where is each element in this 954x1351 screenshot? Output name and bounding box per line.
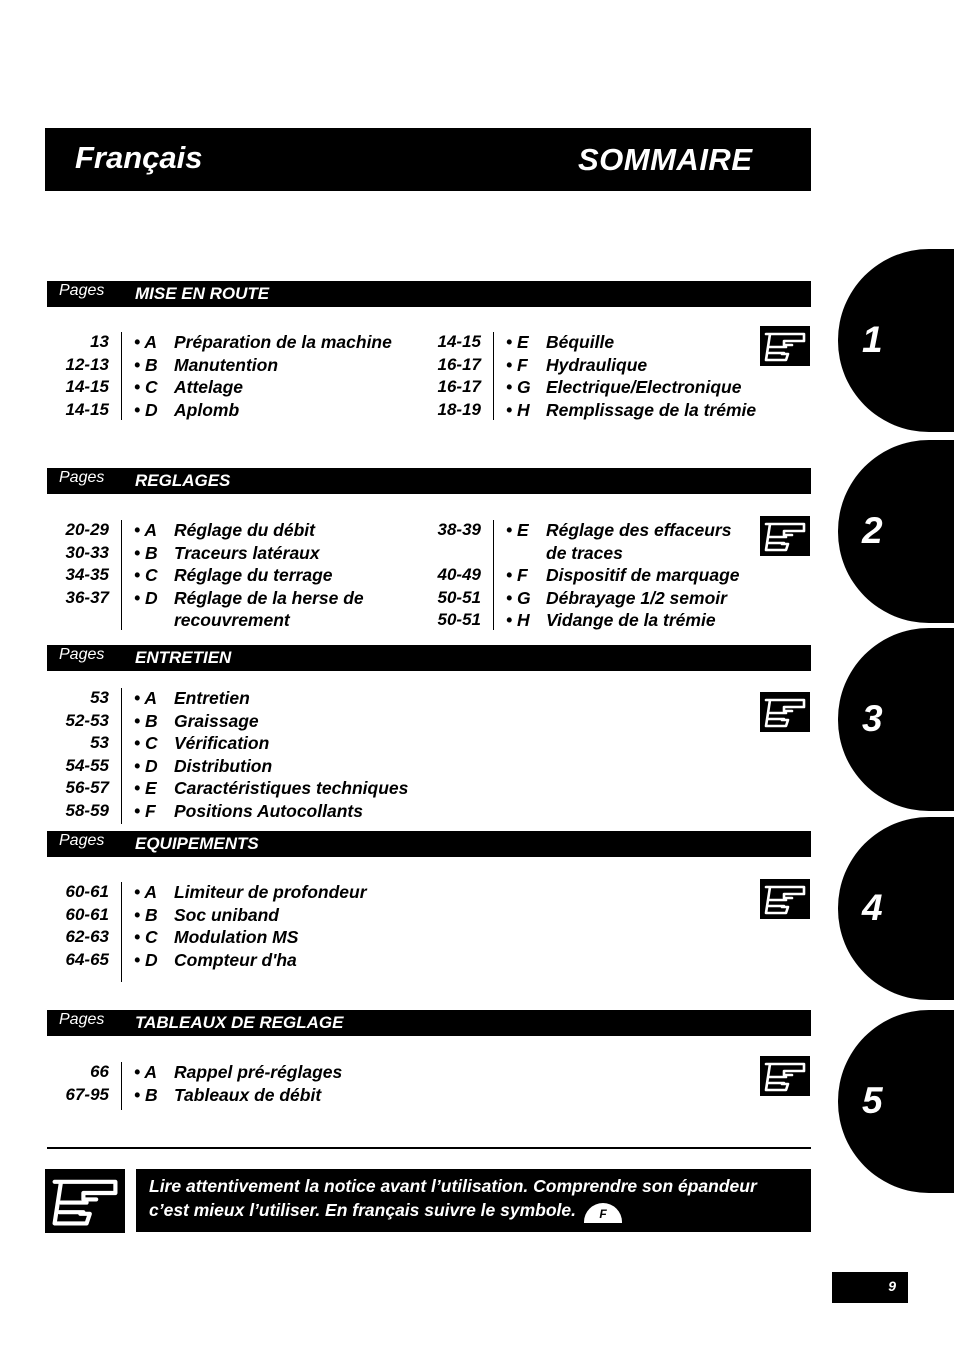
- entry-title: Soc uniband: [174, 904, 279, 925]
- column-separator: [121, 1062, 122, 1110]
- column-separator: [121, 332, 122, 420]
- toc-entry[interactable]: [506, 543, 623, 564]
- entry-letter: • A: [134, 520, 157, 540]
- entry-pages: 56-57: [65, 778, 109, 797]
- entry-title: Remplissage de la trémie: [546, 399, 757, 420]
- entry-pages: 34-35: [65, 565, 109, 584]
- section-title: ENTRETIEN: [135, 648, 232, 667]
- pages-label: Pages: [59, 1011, 105, 1028]
- pointing-hand-icon: [760, 1056, 810, 1096]
- entry-title: Modulation MS: [174, 927, 299, 947]
- entry-title: Tableaux de débit: [174, 1084, 322, 1105]
- column-separator: [493, 520, 494, 630]
- entry-letter: • F: [506, 354, 528, 375]
- toc-entry[interactable]: [134, 543, 320, 564]
- entry-pages: 52-53: [65, 710, 109, 730]
- entry-letter: • A: [134, 688, 157, 708]
- entry-title: Caractéristiques techniques: [174, 778, 409, 798]
- section-header-reglages: [47, 468, 811, 494]
- entry-letter: • B: [134, 354, 158, 375]
- section-title: MISE EN ROUTE: [135, 284, 270, 303]
- divider-line: [47, 1147, 811, 1149]
- chapter-tab-number: 2: [862, 510, 883, 551]
- entry-pages: 13: [90, 332, 109, 351]
- entry-letter: • C: [134, 565, 158, 585]
- entry-pages: 20-29: [65, 520, 109, 539]
- section-header-mise-en-route: [47, 281, 811, 307]
- toc-entry[interactable]: [506, 565, 740, 586]
- toc-entry[interactable]: [134, 756, 272, 777]
- toc-entry[interactable]: [134, 882, 367, 903]
- entry-title: Réglage du débit: [174, 520, 315, 540]
- note-line-2-text: c’est mieux l’utiliser. En français suivre le symbole.: [149, 1200, 576, 1220]
- pages-label: Pages: [59, 282, 105, 299]
- toc-entry[interactable]: [134, 377, 243, 398]
- entry-letter: • H: [506, 610, 530, 630]
- entry-pages: 36-37: [65, 587, 109, 607]
- pointing-hand-icon: [45, 1169, 125, 1233]
- page-number-box: [832, 1272, 908, 1303]
- entry-title: Rappel pré-réglages: [174, 1062, 343, 1082]
- chapter-tab-number: 5: [862, 1080, 883, 1121]
- entry-pages: 38-39: [437, 520, 481, 539]
- pointing-hand-icon: [760, 879, 810, 919]
- entry-pages: 64-65: [65, 949, 109, 969]
- entry-title: Hydraulique: [546, 354, 648, 375]
- note-line-1: Lire attentivement la notice avant l’utilisation. Comprendre son épandeur: [149, 1176, 757, 1196]
- entry-title: Entretien: [174, 688, 250, 708]
- entry-letter: • C: [134, 377, 158, 397]
- entry-letter: • E: [506, 332, 529, 352]
- entry-letter: • A: [134, 332, 157, 352]
- entry-pages: 30-33: [65, 542, 109, 562]
- pointing-hand-icon: [760, 516, 810, 556]
- toc-entry[interactable]: [506, 520, 731, 541]
- entry-letter: • F: [134, 800, 156, 821]
- entry-letter: • F: [506, 565, 528, 585]
- entry-letter: • D: [134, 399, 158, 420]
- section-header-entretien: [47, 645, 811, 671]
- column-separator: [121, 688, 122, 824]
- entry-title: Dispositif de marquage: [546, 565, 740, 585]
- entry-title: Distribution: [174, 755, 273, 776]
- entry-title: Réglage des effaceurs: [546, 520, 732, 540]
- entry-letter: • C: [134, 927, 158, 947]
- entry-title: Aplomb: [174, 399, 240, 420]
- column-separator: [493, 332, 494, 420]
- entry-letter: • G: [506, 377, 531, 397]
- entry-title: Graissage: [174, 710, 259, 731]
- toc-entry[interactable]: [134, 733, 269, 754]
- entry-pages: 14-15: [437, 332, 481, 351]
- toc-entry[interactable]: [134, 400, 239, 421]
- entry-title: Compteur d'ha: [174, 949, 297, 970]
- entry-pages: 60-61: [65, 904, 109, 924]
- toc-entry[interactable]: [134, 688, 250, 709]
- chapter-tab-2[interactable]: [838, 440, 954, 623]
- entry-letter: • C: [134, 733, 158, 753]
- pages-label: Pages: [59, 469, 105, 486]
- entry-pages: 14-15: [65, 399, 109, 419]
- toc-entry[interactable]: [134, 950, 297, 971]
- entry-pages: 62-63: [65, 927, 109, 946]
- pointing-hand-icon: [760, 692, 810, 732]
- chapter-tab-1[interactable]: [838, 249, 954, 432]
- entry-letter: • A: [134, 882, 157, 902]
- toc-entry[interactable]: [506, 355, 647, 376]
- entry-letter: • D: [134, 949, 158, 970]
- toc-entry[interactable]: [134, 610, 290, 631]
- toc-entry[interactable]: [134, 1085, 321, 1106]
- entry-title: Réglage du terrage: [174, 565, 333, 585]
- entry-title: Limiteur de profondeur: [174, 882, 367, 902]
- chapter-tab-4[interactable]: [838, 817, 954, 1000]
- toc-entry[interactable]: [134, 520, 315, 541]
- page-number: 9: [888, 1278, 896, 1294]
- french-symbol-badge: F: [584, 1203, 622, 1223]
- entry-pages: 12-13: [65, 354, 109, 374]
- entry-letter: • H: [506, 399, 530, 420]
- entry-title: Electrique/Electronique: [546, 377, 742, 397]
- toc-entry[interactable]: [134, 711, 259, 732]
- language-label: Français: [75, 140, 203, 175]
- entry-pages: 53: [90, 733, 109, 752]
- section-header-tableaux-de-reglage: [47, 1010, 811, 1036]
- toc-entry[interactable]: [134, 927, 298, 948]
- entry-pages: 16-17: [437, 354, 481, 374]
- page-title: SOMMAIRE: [578, 142, 753, 177]
- section-title: EQUIPEMENTS: [135, 834, 259, 853]
- toc-entry[interactable]: [506, 400, 756, 421]
- entry-title: Préparation de la machine: [174, 332, 392, 352]
- toc-entry[interactable]: [134, 801, 363, 822]
- toc-entry[interactable]: [506, 332, 614, 353]
- column-separator: [121, 520, 122, 630]
- toc-entry[interactable]: [134, 1062, 342, 1083]
- entry-title: Vérification: [174, 733, 270, 753]
- chapter-tab-5[interactable]: [838, 1010, 954, 1193]
- entry-title: Réglage de la herse de: [174, 587, 364, 608]
- entry-pages: 50-51: [437, 610, 481, 629]
- chapter-tab-number: 1: [862, 319, 883, 360]
- toc-entry[interactable]: [134, 565, 333, 586]
- note-line-2: [149, 1200, 622, 1223]
- toc-entry[interactable]: [134, 332, 392, 353]
- entry-title: Débrayage 1/2 semoir: [546, 587, 727, 608]
- entry-letter: • E: [506, 520, 529, 540]
- toc-entry[interactable]: [134, 355, 278, 376]
- pointing-hand-icon: [760, 326, 810, 366]
- entry-letter: • G: [506, 587, 531, 608]
- entry-pages: 50-51: [437, 587, 481, 607]
- entry-letter: • B: [134, 904, 158, 925]
- entry-letter: • B: [134, 1084, 158, 1105]
- entry-pages: 16-17: [437, 377, 481, 396]
- entry-title: Manutention: [174, 354, 279, 375]
- entry-title: Attelage: [174, 377, 244, 397]
- entry-letter: • A: [134, 1062, 157, 1082]
- toc-entry[interactable]: [134, 588, 364, 609]
- entry-pages: 40-49: [437, 565, 481, 584]
- entry-title: Positions Autocollants: [174, 800, 363, 821]
- entry-pages: 54-55: [65, 755, 109, 775]
- entry-letter: • D: [134, 755, 158, 776]
- header-bar: [45, 128, 811, 191]
- entry-title: de traces: [546, 542, 623, 563]
- entry-title: Béquille: [546, 332, 615, 352]
- toc-entry[interactable]: [506, 588, 727, 609]
- entry-letter: • D: [134, 587, 158, 608]
- entry-pages: 58-59: [65, 800, 109, 820]
- section-header-equipements: [47, 831, 811, 857]
- chapter-tab-number: 3: [862, 698, 883, 739]
- entry-pages: 53: [90, 688, 109, 707]
- entry-pages: 66: [90, 1062, 109, 1081]
- entry-title: recouvrement: [174, 610, 290, 630]
- column-separator: [121, 882, 122, 982]
- entry-letter: • E: [134, 778, 157, 798]
- entry-title: Traceurs latéraux: [174, 542, 320, 563]
- pages-label: Pages: [59, 832, 105, 849]
- entry-pages: 67-95: [65, 1084, 109, 1104]
- chapter-tab-number: 4: [862, 887, 883, 928]
- entry-letter: • B: [134, 542, 158, 563]
- toc-entry[interactable]: [134, 778, 408, 799]
- toc-entry[interactable]: [506, 610, 716, 631]
- entry-letter: • B: [134, 710, 158, 731]
- toc-entry[interactable]: [506, 377, 741, 398]
- entry-pages: 14-15: [65, 377, 109, 396]
- entry-title: Vidange de la trémie: [546, 610, 716, 630]
- section-title: REGLAGES: [135, 471, 231, 490]
- entry-pages: 18-19: [437, 399, 481, 419]
- entry-pages: 60-61: [65, 882, 109, 901]
- pages-label: Pages: [59, 646, 105, 663]
- toc-entry[interactable]: [134, 905, 279, 926]
- instruction-note: [136, 1169, 811, 1232]
- chapter-tab-3[interactable]: [838, 628, 954, 811]
- section-title: TABLEAUX DE REGLAGE: [135, 1013, 344, 1032]
